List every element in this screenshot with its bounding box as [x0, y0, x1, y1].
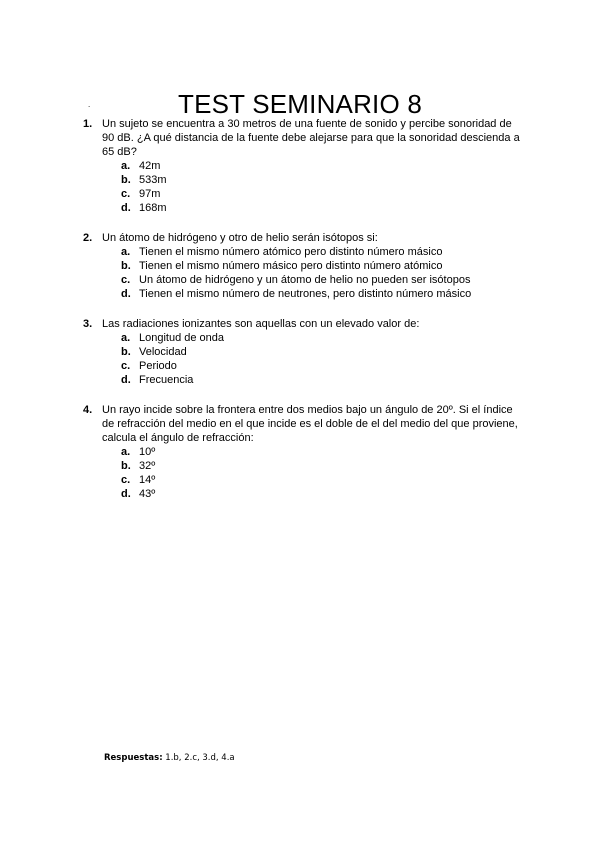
question-text: Un rayo incide sobre la frontera entre dos medios bajo un ángulo de 20º. Si el índice de refracción del medio en el que incide es el doble de el del medio del que proviene, calcula el ángulo de refracción: — [102, 404, 518, 444]
question-number: 2. — [83, 232, 93, 244]
option-letter: a. — [121, 160, 131, 172]
option-letter: b. — [121, 174, 131, 186]
option-item — [121, 201, 523, 215]
answers-value: 1.b, 2.c, 3.d, 4.a — [165, 753, 235, 763]
option-letter: b. — [121, 346, 131, 358]
option-text: 10º — [139, 446, 156, 458]
option-item — [121, 331, 523, 345]
option-letter: a. — [121, 446, 131, 458]
question-2 — [83, 231, 523, 301]
question-number: 1. — [83, 118, 93, 130]
question-text: Un átomo de hidrógeno y otro de helio serán isótopos si: — [102, 232, 378, 244]
option-item — [121, 187, 523, 201]
option-item — [121, 259, 523, 273]
option-item — [121, 159, 523, 173]
option-item — [121, 459, 523, 473]
option-text: Tienen el mismo número atómico pero distinto número másico — [139, 246, 443, 258]
option-letter: c. — [121, 360, 131, 372]
option-text: Frecuencia — [139, 374, 194, 386]
dot-mark: . — [88, 100, 91, 109]
answers-label: Respuestas: — [104, 753, 163, 763]
option-item — [121, 245, 523, 259]
question-number: 4. — [83, 404, 93, 416]
question-1 — [83, 117, 523, 215]
option-item — [121, 473, 523, 487]
option-list — [102, 445, 523, 501]
option-letter: c. — [121, 274, 131, 286]
page-title: TEST SEMINARIO 8 — [178, 89, 422, 120]
option-letter: d. — [121, 202, 131, 214]
option-letter: a. — [121, 332, 131, 344]
option-item — [121, 287, 523, 301]
option-letter: d. — [121, 288, 131, 300]
option-letter: c. — [121, 188, 131, 200]
option-letter: d. — [121, 374, 131, 386]
question-number: 3. — [83, 318, 93, 330]
question-3 — [83, 317, 523, 387]
question-text: Un sujeto se encuentra a 30 metros de una fuente de sonido y percibe sonoridad de 90 dB. ¿A qué distancia de la fuente debe alejarse para que la sonoridad descienda a 65 dB? — [102, 118, 520, 158]
option-letter: c. — [121, 474, 131, 486]
option-text: Un átomo de hidrógeno y un átomo de helio no pueden ser isótopos — [139, 274, 471, 286]
question-text: Las radiaciones ionizantes son aquellas con un elevado valor de: — [102, 318, 420, 330]
option-letter: b. — [121, 260, 131, 272]
option-text: 533m — [139, 174, 167, 186]
option-text: Tienen el mismo número de neutrones, pero distinto número másico — [139, 288, 472, 300]
option-text: 168m — [139, 202, 167, 214]
option-list — [102, 159, 523, 215]
option-text: Velocidad — [139, 346, 187, 358]
option-text: 42m — [139, 160, 161, 172]
option-item — [121, 373, 523, 387]
option-text: 97m — [139, 188, 161, 200]
option-list — [102, 245, 523, 301]
option-text: Periodo — [139, 360, 177, 372]
option-list — [102, 331, 523, 387]
option-item — [121, 359, 523, 373]
option-item — [121, 445, 523, 459]
option-text: 14º — [139, 474, 156, 486]
option-text: Tienen el mismo número másico pero distinto número atómico — [139, 260, 443, 272]
option-letter: d. — [121, 488, 131, 500]
option-letter: b. — [121, 460, 131, 472]
option-text: 32º — [139, 460, 156, 472]
answers-line — [104, 753, 235, 763]
question-list — [83, 117, 523, 517]
option-item — [121, 173, 523, 187]
question-4 — [83, 403, 523, 501]
option-item — [121, 273, 523, 287]
option-item — [121, 487, 523, 501]
option-text: 43º — [139, 488, 156, 500]
option-item — [121, 345, 523, 359]
option-letter: a. — [121, 246, 131, 258]
option-text: Longitud de onda — [139, 332, 225, 344]
